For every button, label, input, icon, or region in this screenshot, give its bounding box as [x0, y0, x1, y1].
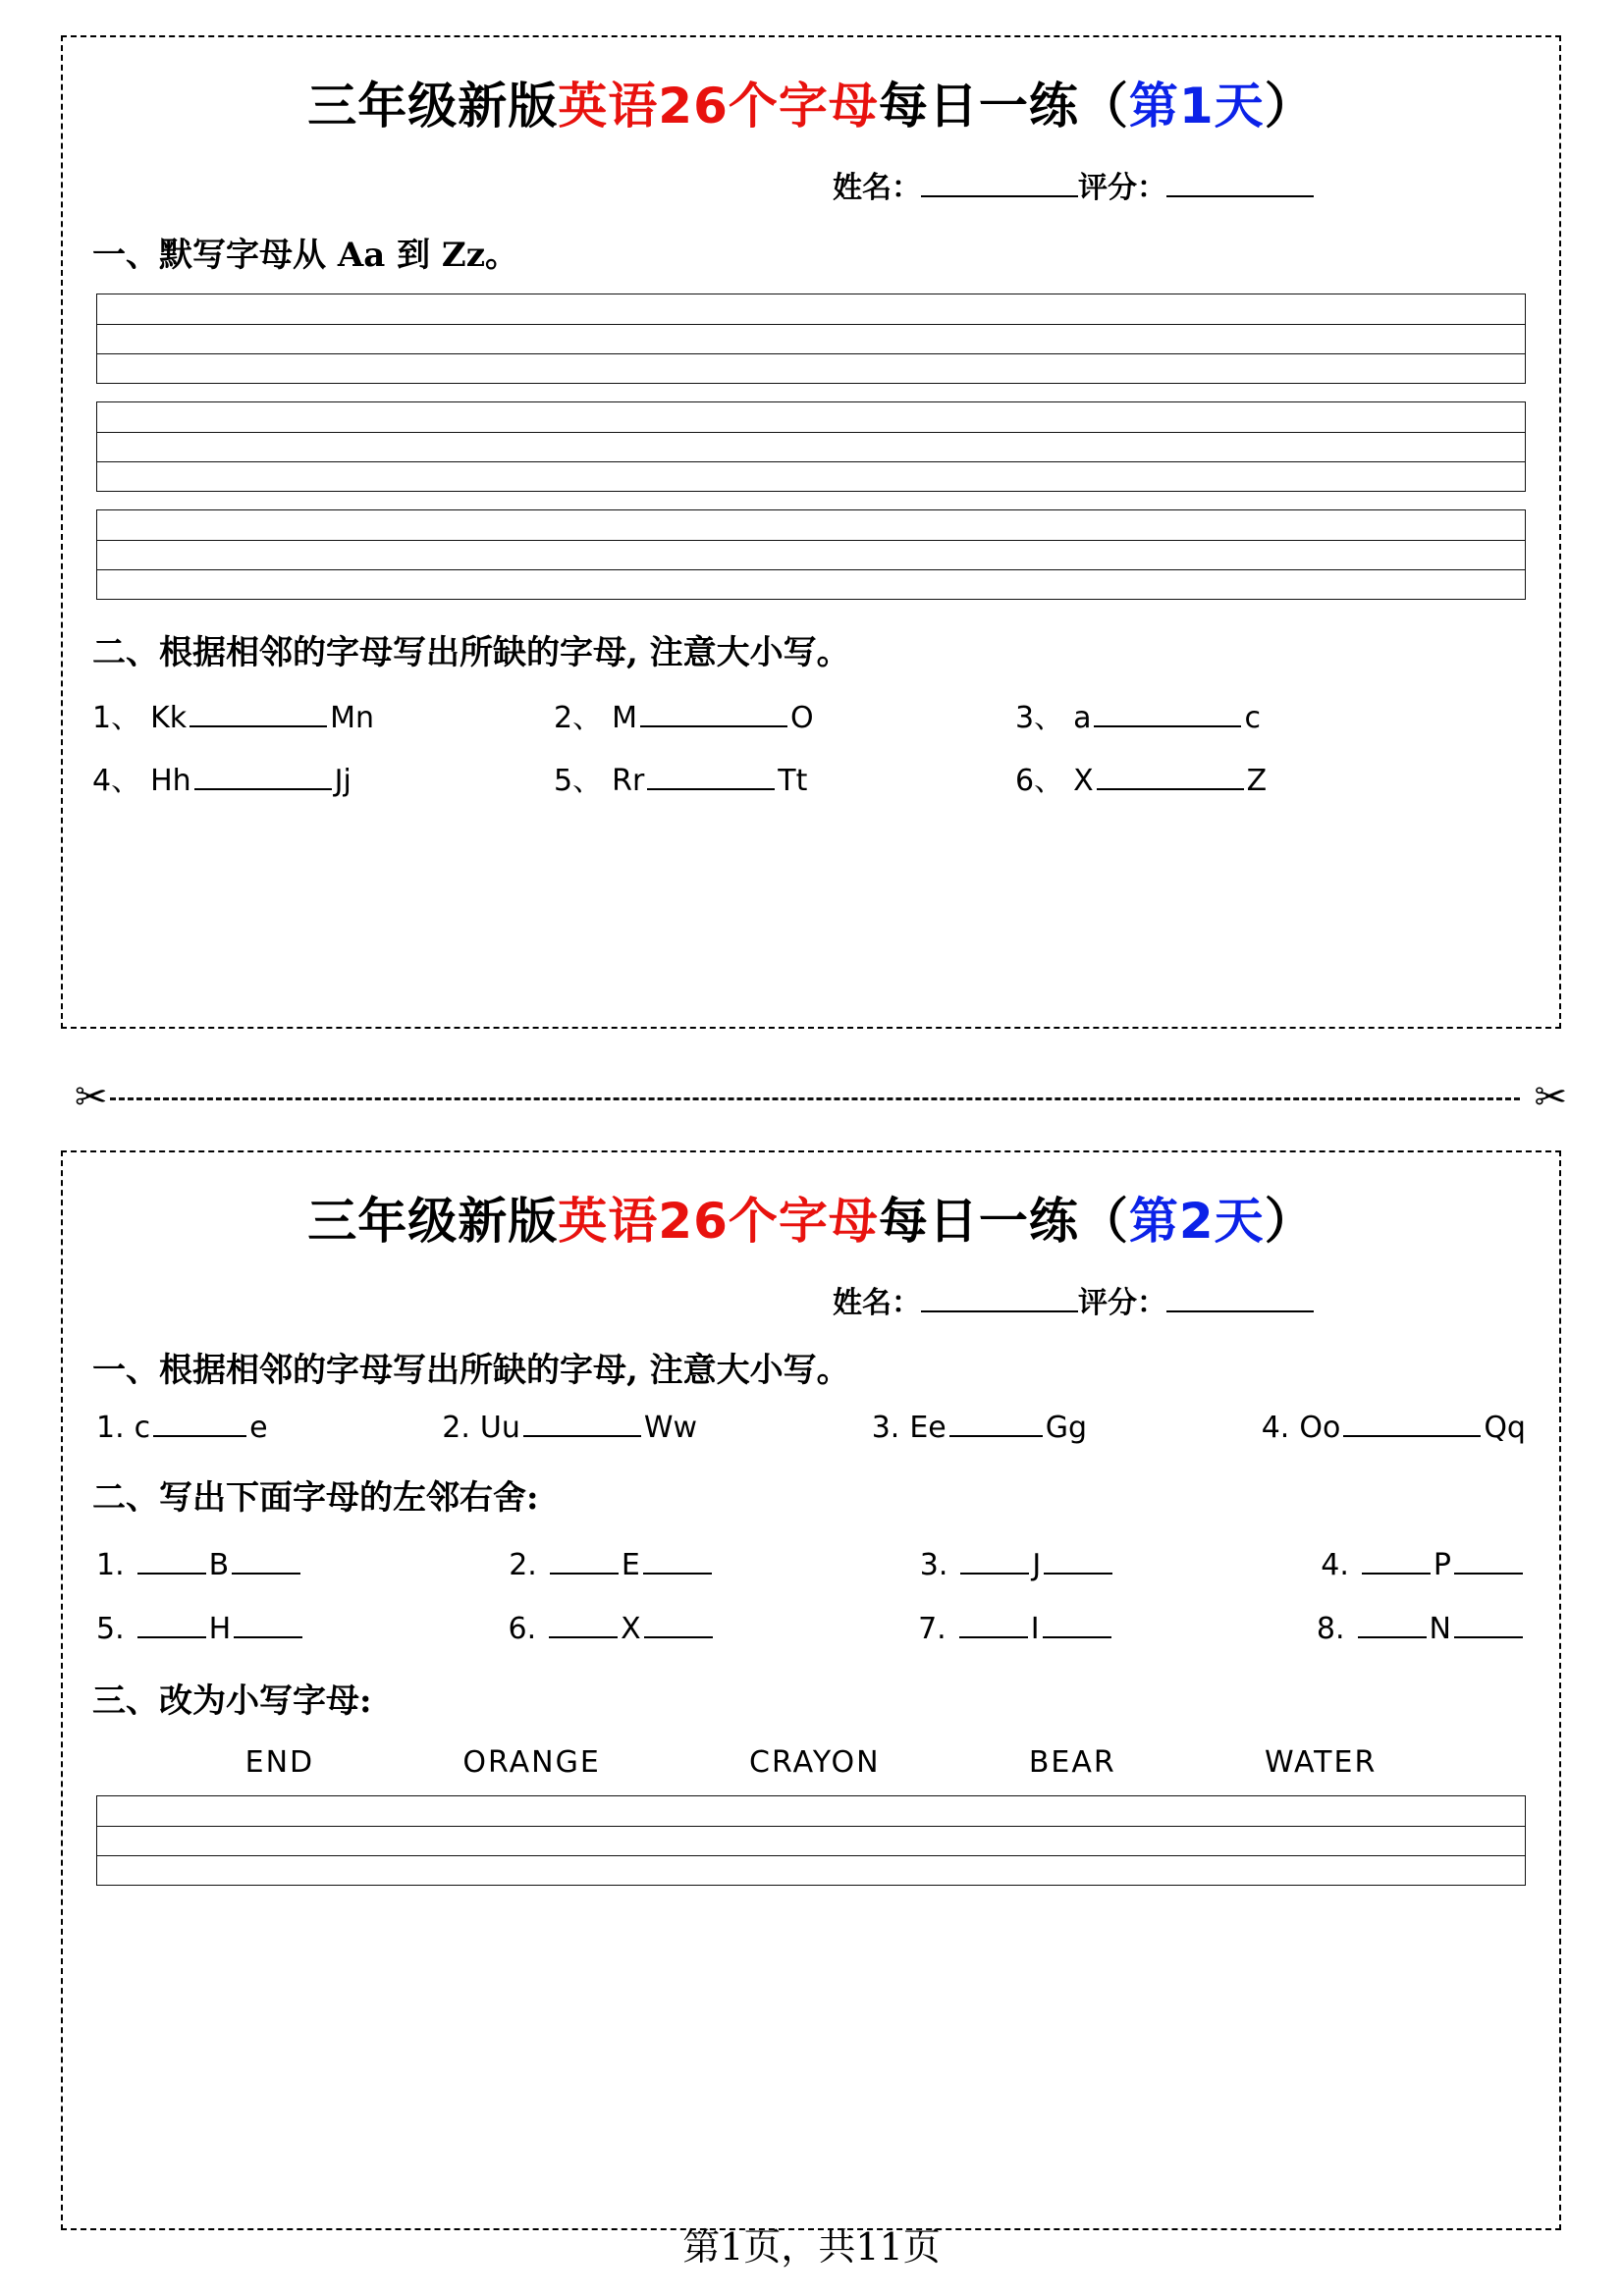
word-item: WATER	[1264, 1745, 1378, 1780]
section-2-1-heading: 一、根据相邻的字母写出所缺的字母, 注意大小写。	[92, 1351, 850, 1390]
section-1-1-heading: 一、默写字母从 Aa 到 Zz。	[92, 236, 519, 275]
answer-blank-before[interactable]	[550, 1549, 619, 1575]
question-number: 6、	[1015, 764, 1064, 798]
question-number: 1.	[96, 1411, 125, 1445]
title-part-grade: 三年级新版	[307, 1193, 559, 1250]
question-left-letter: Hh	[150, 764, 191, 798]
question-left-letter: Ee	[909, 1411, 947, 1445]
answer-blank[interactable]	[523, 1412, 641, 1437]
title-part-practice: 每日一练	[878, 78, 1079, 134]
question-number: 2、	[554, 701, 603, 735]
question-item[interactable]	[554, 756, 1015, 799]
score-input-blank[interactable]	[1166, 1285, 1314, 1312]
writing-stave[interactable]	[96, 509, 1526, 600]
name-label: 姓名：	[833, 1286, 921, 1320]
question-item[interactable]	[1015, 756, 1267, 799]
answer-blank[interactable]	[194, 765, 332, 790]
name-input-blank[interactable]	[921, 1285, 1078, 1312]
answer-blank-before[interactable]	[137, 1549, 206, 1575]
question-item[interactable]	[554, 693, 1015, 736]
answer-blank-before[interactable]	[549, 1613, 618, 1638]
question-item[interactable]	[442, 1411, 697, 1445]
question-item[interactable]	[1015, 693, 1261, 736]
answer-blank[interactable]	[647, 765, 775, 790]
cut-dashed-line	[110, 1097, 1520, 1100]
question-left-letter: Uu	[479, 1411, 520, 1445]
score-label: 评分：	[1078, 1286, 1166, 1320]
question-left-letter: a	[1073, 701, 1092, 735]
given-letter: E	[621, 1548, 640, 1582]
section-2-1-row	[96, 1411, 1526, 1445]
question-item[interactable]	[1262, 1411, 1526, 1445]
score-input-blank[interactable]	[1166, 170, 1314, 197]
title-part-subject: 英语26个字母	[558, 78, 879, 134]
answer-blank-before[interactable]	[1358, 1613, 1427, 1638]
worksheet-2-header-fields	[63, 1278, 1559, 1321]
given-letter: B	[208, 1548, 230, 1582]
answer-blank[interactable]	[1097, 765, 1244, 790]
question-number: 2.	[442, 1411, 470, 1445]
name-label: 姓名：	[833, 171, 921, 205]
page-footer: 第1页，共11页	[682, 2225, 941, 2269]
question-number: 2.	[509, 1548, 537, 1582]
section-2-3-heading: 三、改为小写字母:	[92, 1682, 372, 1721]
question-item[interactable]	[920, 1548, 1115, 1582]
question-left-letter: Rr	[612, 764, 645, 798]
question-number: 7.	[918, 1612, 947, 1646]
title-part-subject: 英语26个字母	[558, 1193, 879, 1250]
answer-blank[interactable]	[1343, 1412, 1481, 1437]
answer-blank[interactable]	[640, 702, 787, 727]
question-item[interactable]	[1321, 1548, 1526, 1582]
question-right-letter: O	[789, 701, 814, 735]
question-item[interactable]	[92, 756, 554, 799]
question-right-letter: c	[1244, 701, 1261, 735]
question-number: 3.	[871, 1411, 900, 1445]
cut-line	[49, 1078, 1581, 1117]
section-2-2-heading: 二、写出下面字母的左邻右舍:	[92, 1478, 539, 1518]
title-paren-close: ）	[1264, 1193, 1315, 1250]
question-item[interactable]	[872, 1411, 1087, 1445]
answer-blank-after[interactable]	[234, 1613, 302, 1638]
answer-blank[interactable]	[189, 702, 327, 727]
answer-blank-after[interactable]	[1454, 1613, 1523, 1638]
word-item: END	[244, 1745, 315, 1780]
scissors-icon: ✂	[1534, 1076, 1567, 1119]
title-day-badge: 第1天	[1128, 78, 1265, 134]
scissors-icon: ✂	[75, 1076, 108, 1119]
word-item: ORANGE	[462, 1745, 601, 1780]
question-left-letter: M	[612, 701, 637, 735]
writing-stave[interactable]	[96, 294, 1526, 384]
question-right-letter: Qq	[1484, 1411, 1526, 1445]
answer-blank-after[interactable]	[643, 1549, 712, 1575]
question-right-letter: Tt	[778, 764, 808, 798]
section-1-2-heading: 二、根据相邻的字母写出所缺的字母, 注意大小写。	[92, 633, 850, 672]
question-item[interactable]	[92, 693, 554, 736]
question-number: 3.	[919, 1548, 948, 1582]
worksheet-1-header-fields	[63, 163, 1559, 206]
question-number: 5、	[554, 764, 603, 798]
given-letter: N	[1429, 1612, 1451, 1646]
name-input-blank[interactable]	[921, 170, 1078, 197]
answer-blank[interactable]	[949, 1412, 1043, 1437]
worksheet-day-1	[61, 35, 1561, 1029]
question-right-letter: Gg	[1045, 1411, 1088, 1445]
section-1-2-row	[92, 693, 1530, 736]
given-letter: P	[1433, 1548, 1451, 1582]
question-right-letter: Jj	[334, 764, 352, 798]
answer-blank[interactable]	[1094, 702, 1241, 727]
worksheet-2-title	[63, 1182, 1559, 1253]
section-1-2-row	[92, 756, 1530, 799]
given-letter: H	[208, 1612, 232, 1646]
question-item[interactable]	[509, 1548, 715, 1582]
title-paren-open: （	[1078, 78, 1129, 134]
question-number: 3、	[1015, 701, 1064, 735]
question-number: 5.	[96, 1612, 125, 1646]
answer-blank-before[interactable]	[960, 1549, 1029, 1575]
answer-blank-after[interactable]	[1044, 1549, 1112, 1575]
answer-blank-after[interactable]	[1043, 1613, 1111, 1638]
section-2-2-row	[96, 1548, 1526, 1582]
answer-blank-before[interactable]	[959, 1613, 1028, 1638]
question-number: 1、	[92, 701, 141, 735]
given-letter: I	[1030, 1612, 1040, 1646]
worksheet-day-2	[61, 1150, 1561, 2230]
score-label: 评分：	[1078, 171, 1166, 205]
title-paren-open: （	[1078, 1193, 1129, 1250]
question-right-letter: Ww	[643, 1411, 698, 1445]
question-item[interactable]	[96, 1411, 268, 1445]
writing-stave[interactable]	[96, 401, 1526, 492]
question-item[interactable]	[96, 1612, 305, 1646]
title-paren-close: ）	[1264, 78, 1315, 134]
title-part-practice: 每日一练	[878, 1193, 1079, 1250]
word-item: CRAYON	[749, 1745, 881, 1780]
question-item[interactable]	[918, 1612, 1113, 1646]
answer-blank-after[interactable]	[644, 1613, 713, 1638]
question-right-letter: e	[249, 1411, 268, 1445]
question-left-letter: Oo	[1299, 1411, 1341, 1445]
answer-blank-before[interactable]	[137, 1613, 206, 1638]
writing-stave[interactable]	[96, 1795, 1526, 1886]
question-right-letter: Mn	[330, 701, 375, 735]
section-2-2-row	[96, 1612, 1526, 1646]
question-item[interactable]	[1317, 1612, 1526, 1646]
question-number: 6.	[508, 1612, 537, 1646]
answer-blank-after[interactable]	[232, 1549, 300, 1575]
answer-blank-after[interactable]	[1454, 1549, 1523, 1575]
question-item[interactable]	[509, 1612, 716, 1646]
question-number: 4.	[1261, 1411, 1290, 1445]
question-right-letter: Z	[1246, 764, 1268, 798]
answer-blank-before[interactable]	[1362, 1549, 1431, 1575]
question-left-letter: c	[134, 1411, 151, 1445]
answer-blank[interactable]	[153, 1412, 246, 1437]
question-number: 8.	[1316, 1612, 1345, 1646]
given-letter: X	[621, 1612, 641, 1646]
question-number: 1.	[96, 1548, 125, 1582]
worksheet-1-title	[63, 67, 1559, 137]
given-letter: J	[1032, 1548, 1042, 1582]
title-part-grade: 三年级新版	[307, 78, 559, 134]
question-number: 4.	[1321, 1548, 1349, 1582]
question-item[interactable]	[96, 1548, 303, 1582]
title-day-badge: 第2天	[1128, 1193, 1265, 1250]
question-number: 4、	[92, 764, 141, 798]
question-left-letter: Kk	[150, 701, 188, 735]
question-left-letter: X	[1073, 764, 1094, 798]
uppercase-words-row	[171, 1745, 1451, 1780]
word-item: BEAR	[1028, 1745, 1116, 1780]
